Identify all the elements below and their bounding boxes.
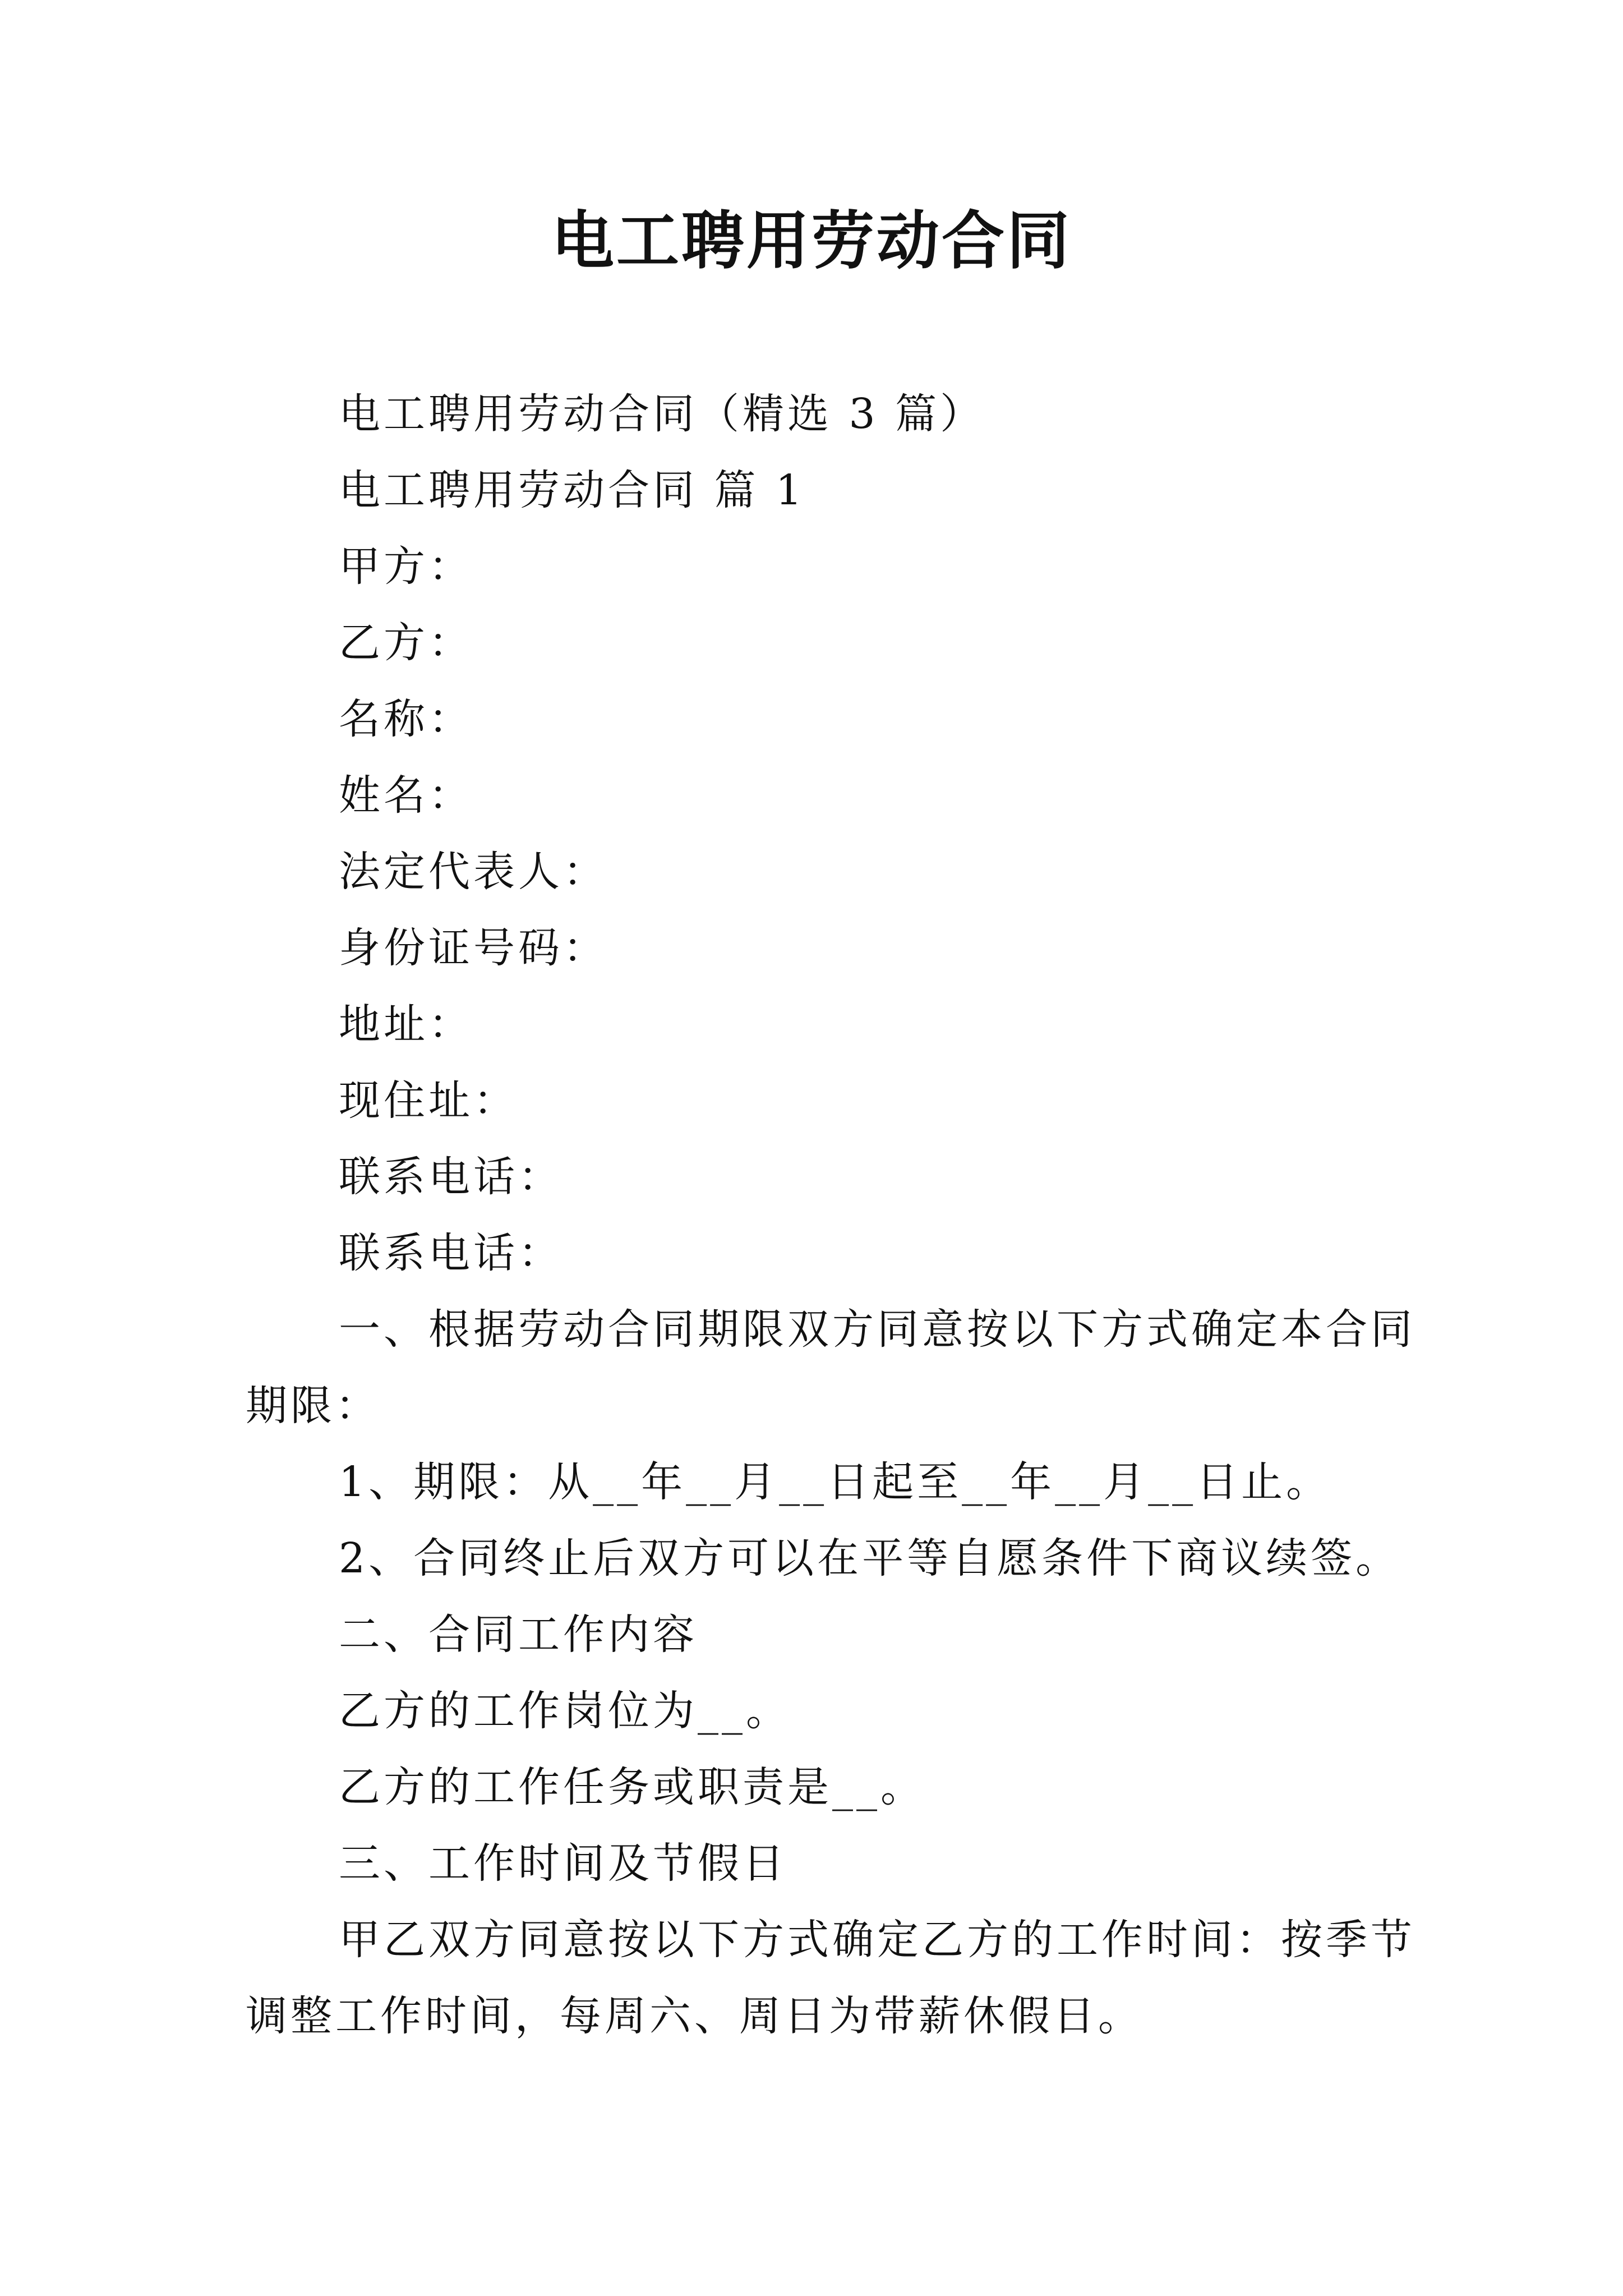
clause-3-line-2: 调整工作时间，每周六、周日为带薪休假日。 xyxy=(246,1992,1143,2040)
field-id-number: 身份证号码： xyxy=(339,924,608,972)
field-phone-a: 联系电话： xyxy=(339,1153,563,1201)
clause-3-title: 三、工作时间及节假日 xyxy=(339,1839,787,1888)
clause-2-duties: 乙方的工作任务或职责是__。 xyxy=(339,1763,925,1811)
clause-1-renewal: 2、合同终止后双方可以在平等自愿条件下商议续签。 xyxy=(339,1534,1401,1582)
field-name: 名称： xyxy=(339,695,473,743)
document-body xyxy=(246,376,1415,2054)
field-legal-rep: 法定代表人： xyxy=(339,848,608,896)
paragraph-section-title: 电工聘用劳动合同 篇 1 xyxy=(339,466,806,514)
clause-2-post: 乙方的工作岗位为__。 xyxy=(339,1687,791,1735)
clause-3-line-1: 甲乙双方同意按以下方式确定乙方的工作时间：按季节 xyxy=(339,1916,1415,1964)
clause-2-title: 二、合同工作内容 xyxy=(339,1611,698,1659)
clause-1-line-1: 一、根据劳动合同期限双方同意按以下方式确定本合同 xyxy=(339,1305,1415,1354)
field-address: 地址： xyxy=(339,1000,473,1048)
clause-1-line-2: 期限： xyxy=(246,1382,380,1430)
field-full-name: 姓名： xyxy=(339,771,473,820)
document-title: 电工聘用劳动合同 xyxy=(551,204,1072,278)
field-party-b: 乙方： xyxy=(339,619,473,667)
field-party-a: 甲方： xyxy=(339,542,473,591)
paragraph-heading: 电工聘用劳动合同（精选 3 篇） xyxy=(339,390,985,438)
field-phone-b: 联系电话： xyxy=(339,1229,563,1277)
field-current-address: 现住址： xyxy=(339,1076,518,1125)
clause-1-term: 1、期限：从__年__月__日起至__年__月__日止。 xyxy=(339,1458,1331,1506)
